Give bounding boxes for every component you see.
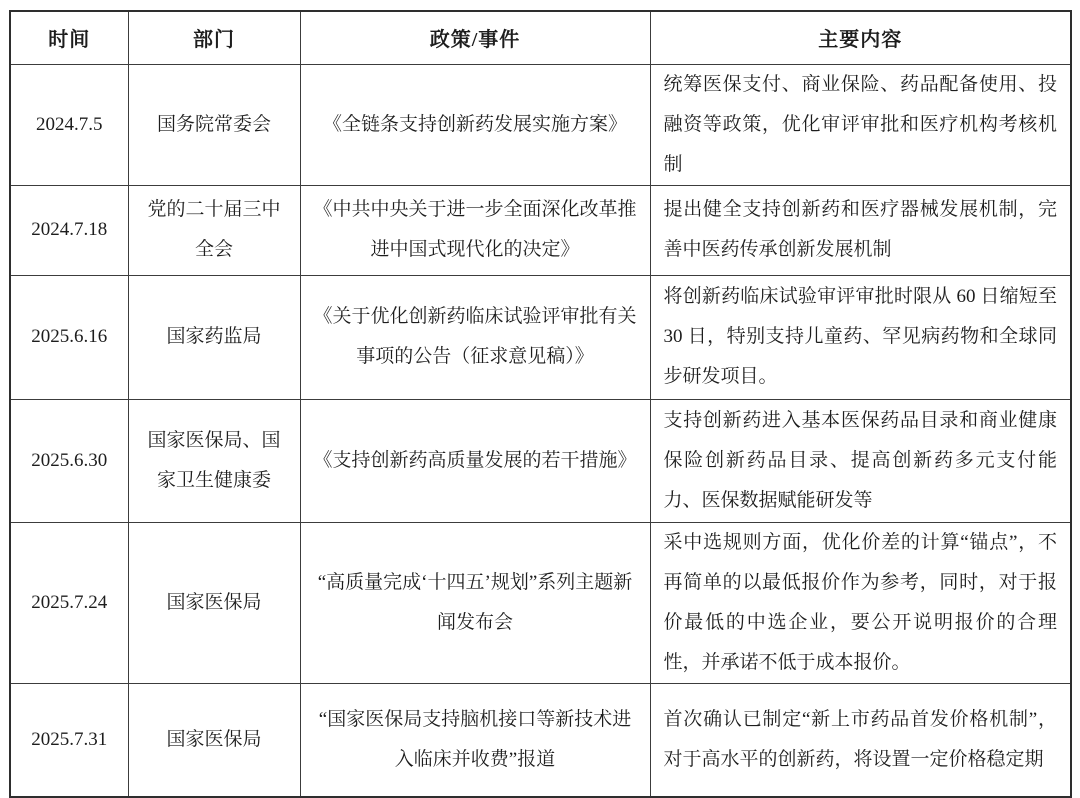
cell-dept: 国家药监局 [128, 275, 300, 399]
cell-policy: 《全链条支持创新药发展实施方案》 [300, 64, 650, 185]
cell-content: 支持创新药进入基本医保药品目录和商业健康保险创新药品目录、提高创新药多元支付能力、医保数据赋能研发等 [650, 399, 1071, 522]
table-row [10, 683, 1071, 797]
table-row [10, 185, 1071, 275]
header-cell-content: 主要内容 [650, 11, 1071, 64]
cell-content: 统筹医保支付、商业保险、药品配备使用、投融资等政策，优化审评审批和医疗机构考核机制 [650, 64, 1071, 185]
cell-content: 将创新药临床试验审评审批时限从 60 日缩短至 30 日，特别支持儿童药、罕见病药物和全球同步研发项目。 [650, 275, 1071, 399]
cell-time: 2024.7.18 [10, 185, 128, 275]
cell-content: 首次确认已制定“新上市药品首发价格机制”，对于高水平的创新药，将设置一定价格稳定期 [650, 683, 1071, 797]
header-cell-dept: 部门 [128, 11, 300, 64]
cell-policy: “国家医保局支持脑机接口等新技术进入临床并收费”报道 [300, 683, 650, 797]
table-row [10, 522, 1071, 683]
cell-time: 2024.7.5 [10, 64, 128, 185]
cell-policy: “高质量完成‘十四五’规划”系列主题新闻发布会 [300, 522, 650, 683]
header-cell-time: 时间 [10, 11, 128, 64]
cell-policy: 《支持创新药高质量发展的若干措施》 [300, 399, 650, 522]
table-row [10, 64, 1071, 185]
cell-time: 2025.7.31 [10, 683, 128, 797]
header-cell-policy: 政策/事件 [300, 11, 650, 64]
cell-dept: 国家医保局、国家卫生健康委 [128, 399, 300, 522]
cell-time: 2025.6.30 [10, 399, 128, 522]
cell-time: 2025.7.24 [10, 522, 128, 683]
cell-content: 提出健全支持创新药和医疗器械发展机制，完善中医药传承创新发展机制 [650, 185, 1071, 275]
header-row [10, 11, 1071, 64]
cell-dept: 党的二十届三中全会 [128, 185, 300, 275]
table-row [10, 399, 1071, 522]
cell-policy: 《关于优化创新药临床试验评审批有关事项的公告（征求意见稿）》 [300, 275, 650, 399]
cell-time: 2025.6.16 [10, 275, 128, 399]
cell-dept: 国务院常委会 [128, 64, 300, 185]
policy-table [9, 10, 1072, 798]
table-row [10, 275, 1071, 399]
cell-content: 采中选规则方面，优化价差的计算“锚点”，不再简单的以最低报价作为参考，同时，对于报价最低的中选企业，要公开说明报价的合理性，并承诺不低于成本报价。 [650, 522, 1071, 683]
cell-dept: 国家医保局 [128, 522, 300, 683]
cell-dept: 国家医保局 [128, 683, 300, 797]
cell-policy: 《中共中央关于进一步全面深化改革推进中国式现代化的决定》 [300, 185, 650, 275]
